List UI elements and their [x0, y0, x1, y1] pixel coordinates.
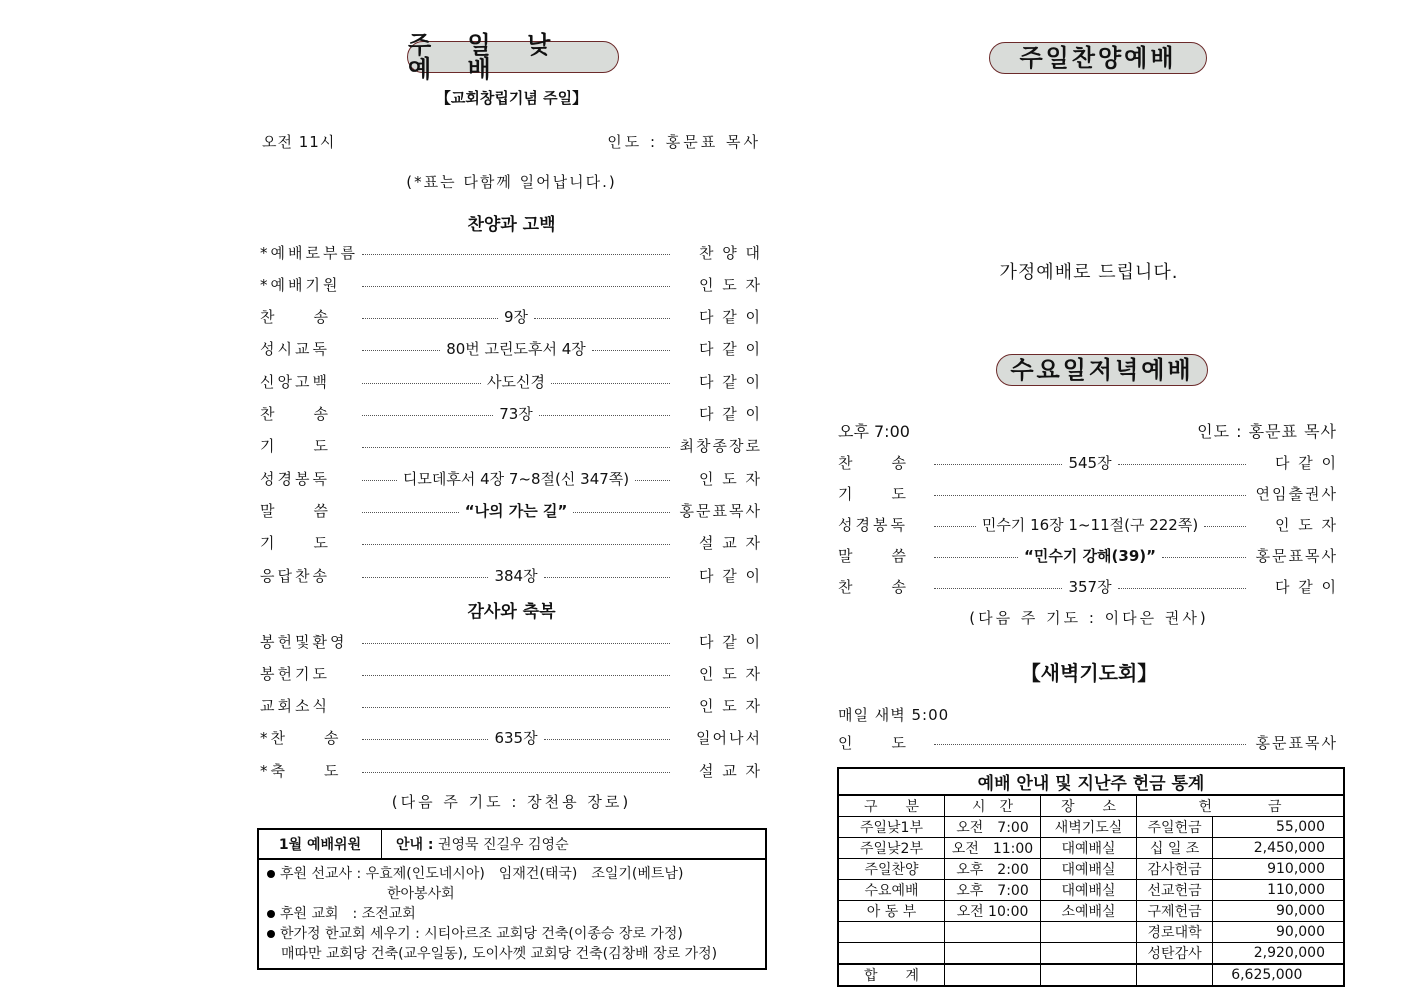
item-label: 찬 송 [838, 577, 909, 596]
order-row [260, 370, 762, 392]
stats-row [838, 817, 1344, 838]
item-label: *예배로부름 [260, 243, 358, 262]
dot-leader [635, 480, 670, 481]
item-label: 말 씀 [838, 546, 909, 565]
order-row [260, 435, 762, 457]
dot-leader [362, 415, 493, 416]
dot-leader [573, 512, 670, 513]
item-label: 찬 송 [838, 453, 909, 472]
offering-stats-table [837, 767, 1345, 987]
cell-offering-type: 감사헌금 [1137, 859, 1213, 880]
cell-place: 대예배실 [1041, 859, 1137, 880]
item-person: 찬 양 대 [698, 243, 762, 262]
bullet-text: 한가정 한교회 세우기 : 시티아르조 교회당 건축(이종승 장로 가정) [280, 926, 683, 942]
dot-leader [362, 447, 670, 448]
dawn-time: 매일 새벽 5:00 [838, 706, 950, 724]
item-label: 봉헌기도 [260, 664, 330, 683]
cell-offering-type: 경로대학 [1137, 922, 1213, 943]
order-row [838, 544, 1338, 566]
guide-names: 권영묵 진길우 김영순 [437, 837, 569, 853]
cell-place: 새벽기도실 [1041, 817, 1137, 838]
cell-time: 오전 7:00 [945, 817, 1041, 838]
cell-offering-type: 선교헌금 [1137, 880, 1213, 901]
dot-leader [1118, 464, 1246, 465]
dot-leader [934, 744, 1246, 745]
item-detail: “민수기 강해(39)” [1024, 546, 1156, 565]
item-person: 인 도 자 [1275, 515, 1339, 534]
dot-leader [362, 544, 670, 545]
item-person: 다 같 이 [1274, 453, 1338, 472]
order-row [260, 727, 762, 749]
cell-amount: 55,000 [1213, 817, 1344, 838]
cell-amount: 910,000 [1213, 859, 1344, 880]
wednesday-service-title [996, 354, 1208, 386]
cell-place [1041, 922, 1137, 943]
cell-time: 오후 7:00 [945, 880, 1041, 901]
order-row [260, 662, 762, 684]
stats-row [838, 901, 1344, 922]
cell-category: 수요예배 [838, 880, 945, 901]
dot-leader [362, 675, 670, 676]
order-row [838, 482, 1338, 504]
item-person: 다 같 이 [699, 308, 763, 327]
item-detail: 9장 [503, 308, 529, 327]
item-label: *예배기원 [260, 275, 341, 294]
item-label: 성경봉독 [838, 515, 908, 534]
dot-leader [934, 495, 1246, 496]
dot-leader [362, 512, 459, 513]
item-label: 말 씀 [260, 501, 331, 520]
item-person: 설 교 자 [698, 761, 762, 780]
item-person: 다 같 이 [698, 566, 762, 585]
title-text: 수요일저녁예배 [1010, 356, 1194, 384]
dot-leader [362, 480, 397, 481]
bullet-icon [267, 870, 275, 878]
bullet-item [267, 904, 757, 924]
item-label: 신앙고백 [260, 372, 330, 391]
cell-category: 주일낮2부 [838, 838, 945, 859]
cell-offering-type: 구제헌금 [1137, 901, 1213, 922]
total-amount: 6,625,000 [1213, 964, 1344, 986]
dot-leader [362, 739, 488, 740]
next-week-prayer: (다음 주 기도 : 장천용 장로) [391, 793, 632, 811]
wednesday-next-prayer: (다음 주 기도 : 이다은 권사) [969, 609, 1209, 627]
bullet-item [267, 864, 757, 884]
dot-leader [362, 383, 481, 384]
wednesday-time: 오후 7:00 [838, 422, 910, 441]
item-label: 찬 송 [260, 405, 331, 423]
cell-offering-type: 주일헌금 [1137, 817, 1213, 838]
cell-time: 오후 2:00 [945, 859, 1041, 880]
dot-leader [1162, 557, 1246, 558]
dot-leader [362, 707, 670, 708]
service-leader: 인도 : 홍문표 목사 [607, 133, 761, 151]
order-row [260, 273, 762, 295]
item-person: 홍문표목사 [1255, 546, 1339, 565]
sunday-praise-title [989, 42, 1207, 74]
stats-row [838, 880, 1344, 901]
cell-place [1041, 943, 1137, 965]
header-place: 장 소 [1041, 795, 1137, 817]
stats-row [838, 838, 1344, 859]
item-person: 인 도 자 [698, 469, 762, 488]
cell-time [945, 922, 1041, 943]
dot-leader [362, 772, 670, 773]
item-person: 인 도 자 [698, 664, 762, 683]
section-thanks-blessing: 감사와 축복 [467, 602, 556, 622]
bullet-icon [267, 910, 275, 918]
order-row [838, 731, 1338, 753]
item-label: 봉헌및환영 [260, 632, 348, 651]
cell-offering-type: 십 일 조 [1137, 838, 1213, 859]
dot-leader [592, 350, 670, 351]
cell-category [838, 922, 945, 943]
item-label: 기 도 [260, 437, 331, 456]
dot-leader [934, 588, 1062, 589]
dot-leader [362, 254, 670, 255]
item-detail: 디모데후서 4장 7~8절(신 347쪽) [402, 469, 630, 488]
wednesday-leader: 인도 : 홍문표 목사 [1197, 422, 1337, 441]
order-row [260, 499, 762, 521]
service-time: 오전 11시 [262, 133, 336, 151]
item-person: 설 교 자 [698, 534, 762, 553]
bullet-text: 후원 선교사 : 우효제(인도네시아) 임재건(태국) 조일기(베트남) [280, 866, 684, 882]
order-row [260, 467, 762, 489]
dot-leader [1204, 526, 1246, 527]
item-detail: 635장 [494, 729, 538, 748]
order-row [260, 403, 762, 425]
cell-amount: 2,450,000 [1213, 838, 1344, 859]
item-detail: 384장 [494, 566, 538, 585]
standing-note: (*표는 다함께 일어납니다.) [406, 173, 617, 191]
title-text: 주일찬양예배 [1019, 44, 1177, 72]
sunday-service-title [407, 31, 619, 83]
item-person: 다 같 이 [699, 405, 763, 423]
stats-title: 예배 안내 및 지난주 헌금 통계 [838, 768, 1344, 795]
month-committee-label: 1월 예배위원 [259, 830, 382, 858]
dot-leader [934, 557, 1018, 558]
order-row [838, 451, 1338, 473]
dawn-prayer-title: 【새벽기도회】 [1020, 661, 1158, 685]
stats-row [838, 859, 1344, 880]
item-label: *찬 송 [260, 729, 342, 748]
bullet-text: 후원 교회 : 조전교회 [280, 906, 416, 922]
dot-leader [1118, 588, 1246, 589]
cell-amount: 110,000 [1213, 880, 1344, 901]
order-row [260, 338, 762, 360]
order-row [260, 759, 762, 781]
item-person: 다 같 이 [1274, 577, 1338, 596]
dot-leader [934, 526, 976, 527]
item-label: 교회소식 [260, 697, 330, 716]
empty-cell [945, 964, 1041, 986]
item-label: *축 도 [260, 761, 342, 780]
cell-place: 대예배실 [1041, 838, 1137, 859]
dot-leader [362, 643, 670, 644]
item-label: 인 도 [838, 733, 909, 752]
order-row [260, 564, 762, 586]
item-person: 인 도 자 [698, 275, 762, 294]
dot-leader [362, 286, 670, 287]
item-person: 홍문표목사 [679, 501, 762, 520]
dot-leader [934, 464, 1062, 465]
item-person: 다 같 이 [699, 340, 763, 359]
item-detail: 357장 [1068, 577, 1112, 596]
header-category: 구 분 [838, 795, 945, 817]
bullet-item [267, 924, 757, 944]
order-row [260, 695, 762, 717]
bullet-icon [267, 930, 275, 938]
item-detail: 80번 고린도후서 4장 [446, 340, 586, 359]
order-row [838, 575, 1338, 597]
order-row [260, 532, 762, 554]
item-person: 연임출권사 [1255, 484, 1338, 503]
dot-leader [362, 350, 440, 351]
title-text: 주 일 낮 예 배 [408, 31, 565, 83]
header-time: 시 간 [945, 795, 1041, 817]
family-worship-note: 가정예배로 드립니다. [999, 262, 1179, 283]
dot-leader [362, 577, 488, 578]
dot-leader [544, 577, 670, 578]
item-person: 인 도 자 [698, 697, 762, 716]
item-label: 성경봉독 [260, 469, 330, 488]
cell-time: 오전 11:00 [945, 838, 1041, 859]
dot-leader [362, 318, 498, 319]
item-detail: 545장 [1068, 453, 1112, 472]
item-person: 다 같 이 [698, 632, 762, 651]
dot-leader [544, 739, 670, 740]
section-praise-confession: 찬양과 고백 [467, 215, 556, 235]
item-label: 응답찬송 [260, 566, 330, 585]
item-person: 다 같 이 [698, 372, 762, 391]
guide-label: 안내 : [396, 837, 434, 853]
cell-category: 아 동 부 [838, 901, 945, 922]
bullet-continuation: 한아봉사회 [387, 886, 455, 902]
stats-row [838, 943, 1344, 965]
item-label: 찬 송 [260, 308, 331, 327]
cell-time [945, 943, 1041, 965]
item-label: 성시교독 [260, 340, 330, 359]
cell-amount: 90,000 [1213, 901, 1344, 922]
item-detail: 사도신경 [487, 372, 545, 391]
item-detail: “나의 가는 길” [464, 501, 568, 520]
item-label: 기 도 [838, 484, 909, 503]
cell-category: 주일낮1부 [838, 817, 945, 838]
stats-row [838, 922, 1344, 943]
order-row [260, 241, 762, 263]
total-label: 합 계 [838, 964, 945, 986]
order-row [838, 513, 1338, 535]
dot-leader [551, 383, 670, 384]
header-offering: 헌 금 [1137, 795, 1345, 817]
item-detail: 민수기 16장 1~11절(구 222쪽) [981, 515, 1199, 534]
item-person: 홍문표목사 [1255, 733, 1338, 752]
order-row [260, 630, 762, 652]
subtitle: 【교회창립기념 주일】 [435, 89, 588, 107]
dot-leader [539, 415, 670, 416]
item-label: 기 도 [260, 534, 331, 553]
cell-amount: 2,920,000 [1213, 943, 1344, 965]
cell-place: 대예배실 [1041, 880, 1137, 901]
cell-category: 주일찬양 [838, 859, 945, 880]
cell-place: 소예배실 [1041, 901, 1137, 922]
item-person: 일어나서 [696, 729, 762, 748]
item-person: 최창종장로 [679, 437, 762, 456]
cell-amount: 90,000 [1213, 922, 1344, 943]
cell-offering-type: 성탄감사 [1137, 943, 1213, 965]
dot-leader [534, 318, 670, 319]
order-row [260, 306, 762, 328]
cell-category [838, 943, 945, 965]
bullet-continuation: 매따만 교회당 건축(교우일동), 도이사껫 교회당 건축(김창배 장로 가정) [281, 946, 718, 962]
info-box [257, 828, 767, 970]
cell-time: 오전 10:00 [945, 901, 1041, 922]
item-detail: 73장 [499, 405, 533, 423]
empty-cell [1137, 964, 1213, 986]
empty-cell [1041, 964, 1137, 986]
